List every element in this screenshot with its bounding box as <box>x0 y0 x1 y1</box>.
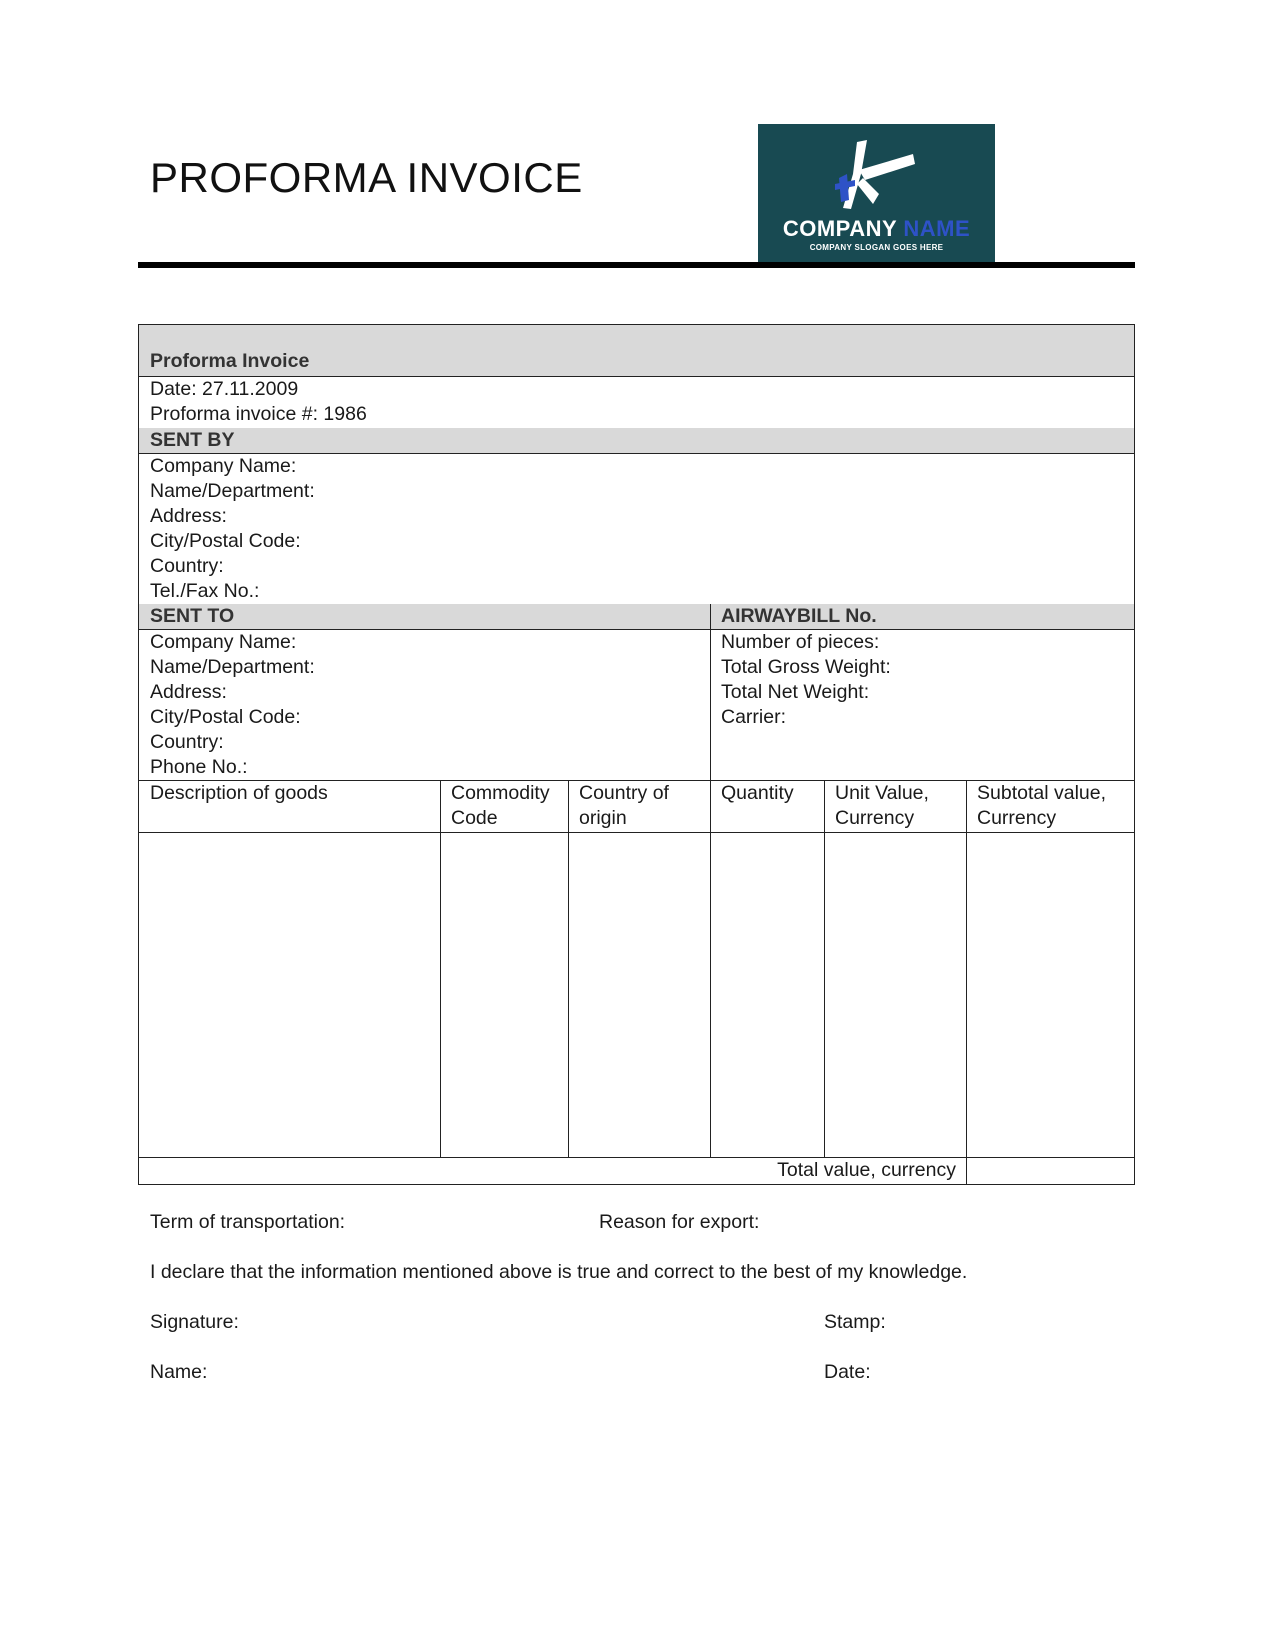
divider <box>824 780 825 1157</box>
invoice-number: Proforma invoice #: 1986 <box>150 403 367 425</box>
declaration-text: I declare that the information mentioned above is true and correct to the best of my knowledge. <box>150 1261 968 1283</box>
sent-to-field: Phone No.: <box>150 756 248 778</box>
divider <box>568 780 569 1157</box>
date-label: Date: <box>824 1361 871 1383</box>
sent-to-field: Company Name: <box>150 631 297 653</box>
sent-to-field: Name/Department: <box>150 656 315 678</box>
column-header: Commodity <box>451 782 550 804</box>
sent-by-field: Name/Department: <box>150 480 315 502</box>
column-header: Code <box>451 807 498 829</box>
divider <box>440 780 441 1157</box>
sent-to-field: City/Postal Code: <box>150 706 301 728</box>
logo-slogan: COMPANY SLOGAN GOES HERE <box>809 243 944 252</box>
column-header: Subtotal value, <box>977 782 1107 804</box>
invoice-form <box>138 324 1135 1185</box>
divider <box>139 832 1134 833</box>
invoice-date: Date: 27.11.2009 <box>150 378 299 400</box>
divider <box>966 780 967 1184</box>
document-title: PROFORMA INVOICE <box>150 154 583 201</box>
name-label: Name: <box>150 1361 208 1383</box>
sent-by-band <box>139 428 1134 453</box>
sent-by-field: Tel./Fax No.: <box>150 580 260 602</box>
sent-by-field: City/Postal Code: <box>150 530 301 552</box>
stamp-label: Stamp: <box>824 1311 886 1333</box>
company-logo <box>758 124 995 262</box>
airwaybill-heading: AIRWAYBILL No. <box>721 605 877 627</box>
invoice-heading: Proforma Invoice <box>150 350 310 372</box>
airwaybill-field: Carrier: <box>721 706 787 728</box>
airwaybill-field: Total Gross Weight: <box>721 656 891 678</box>
column-header: Unit Value, <box>835 782 929 804</box>
column-header: Country of <box>579 782 669 804</box>
sent-to-heading: SENT TO <box>150 605 235 627</box>
sent-by-field: Address: <box>150 505 227 527</box>
column-header: Currency <box>835 807 915 829</box>
header-rule <box>138 262 1135 268</box>
divider <box>139 1157 1134 1158</box>
logo-company-name <box>758 216 995 242</box>
signature-label: Signature: <box>150 1311 239 1333</box>
column-header: Quantity <box>721 782 794 804</box>
sent-by-field: Company Name: <box>150 455 297 477</box>
term-of-transportation-label: Term of transportation: <box>150 1211 346 1233</box>
total-value-label: Total value, currency <box>777 1159 956 1181</box>
column-header: Currency <box>977 807 1057 829</box>
reason-for-export-label: Reason for export: <box>599 1211 760 1233</box>
sent-to-field: Address: <box>150 681 227 703</box>
divider <box>710 604 711 1157</box>
sent-by-heading: SENT BY <box>150 429 235 451</box>
airwaybill-field: Total Net Weight: <box>721 681 870 703</box>
sent-to-band <box>139 604 1134 629</box>
sent-by-field: Country: <box>150 555 224 577</box>
airwaybill-field: Number of pieces: <box>721 631 880 653</box>
logo-arrow-icon <box>833 134 923 219</box>
column-header: Description of goods <box>150 782 328 804</box>
logo-name-main: COMPANY <box>782 216 897 241</box>
column-header: origin <box>579 807 627 829</box>
logo-name-accent: NAME <box>903 216 971 241</box>
sent-to-field: Country: <box>150 731 224 753</box>
